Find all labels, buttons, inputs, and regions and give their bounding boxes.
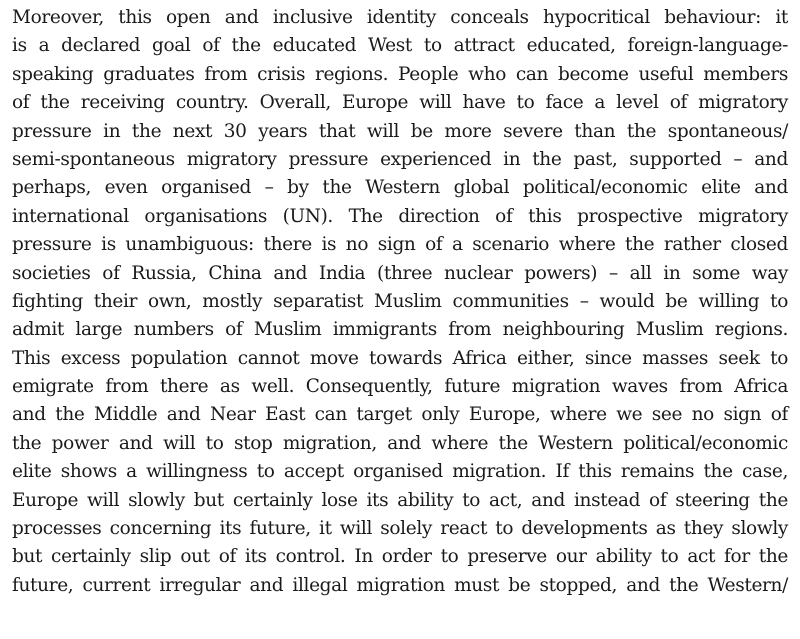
text-line: international organisations (UN). The direction of this prospective migratory	[12, 205, 788, 227]
text-line: speaking graduates from crisis regions. People who can become useful members	[12, 63, 788, 85]
text-line: pressure in the next 30 years that will be more severe than the spontaneous/	[12, 120, 788, 142]
text-line: future, current irregular and illegal migration must be stopped, and the Western/	[12, 574, 788, 596]
text-line: but certainly slip out of its control. In order to preserve our ability to act for the	[12, 546, 788, 568]
text-line: This excess population cannot move towards Africa either, since masses seek to	[12, 347, 788, 369]
text-line: emigrate from there as well. Consequently, future migration waves from Africa	[12, 376, 788, 398]
text-line: elite shows a willingness to accept organised migration. If this remains the case,	[12, 461, 788, 483]
text-line: admit large numbers of Muslim immigrants from neighbouring Muslim regions.	[12, 319, 788, 341]
text-line: of the receiving country. Overall, Europe will have to face a level of migratory	[12, 92, 788, 114]
text-line: and the Middle and Near East can target only Europe, where we see no sign of	[12, 404, 788, 426]
document-page	[12, 4, 794, 600]
text-line: fighting their own, mostly separatist Muslim communities – would be willing to	[12, 290, 788, 312]
text-line: semi-spontaneous migratory pressure experienced in the past, supported – and	[12, 148, 788, 170]
text-line: pressure is unambiguous: there is no sign of a scenario where the rather closed	[12, 234, 788, 256]
text-line: Moreover, this open and inclusive identity conceals hypocritical behaviour: it	[12, 7, 788, 28]
text-line: perhaps, even organised – by the Western global political/economic elite and	[12, 177, 788, 199]
text-line: Europe will slowly but certainly lose its ability to act, and instead of steering the	[12, 489, 788, 511]
text-line: is a declared goal of the educated West to attract educated, foreign-language-	[12, 35, 788, 57]
body-paragraph	[12, 4, 794, 600]
text-line: processes concerning its future, it will solely react to developments as they slowly	[12, 518, 788, 540]
text-line: the power and will to stop migration, and where the Western political/economic	[12, 432, 788, 454]
text-line: societies of Russia, China and India (three nuclear powers) – all in some way	[12, 262, 788, 284]
